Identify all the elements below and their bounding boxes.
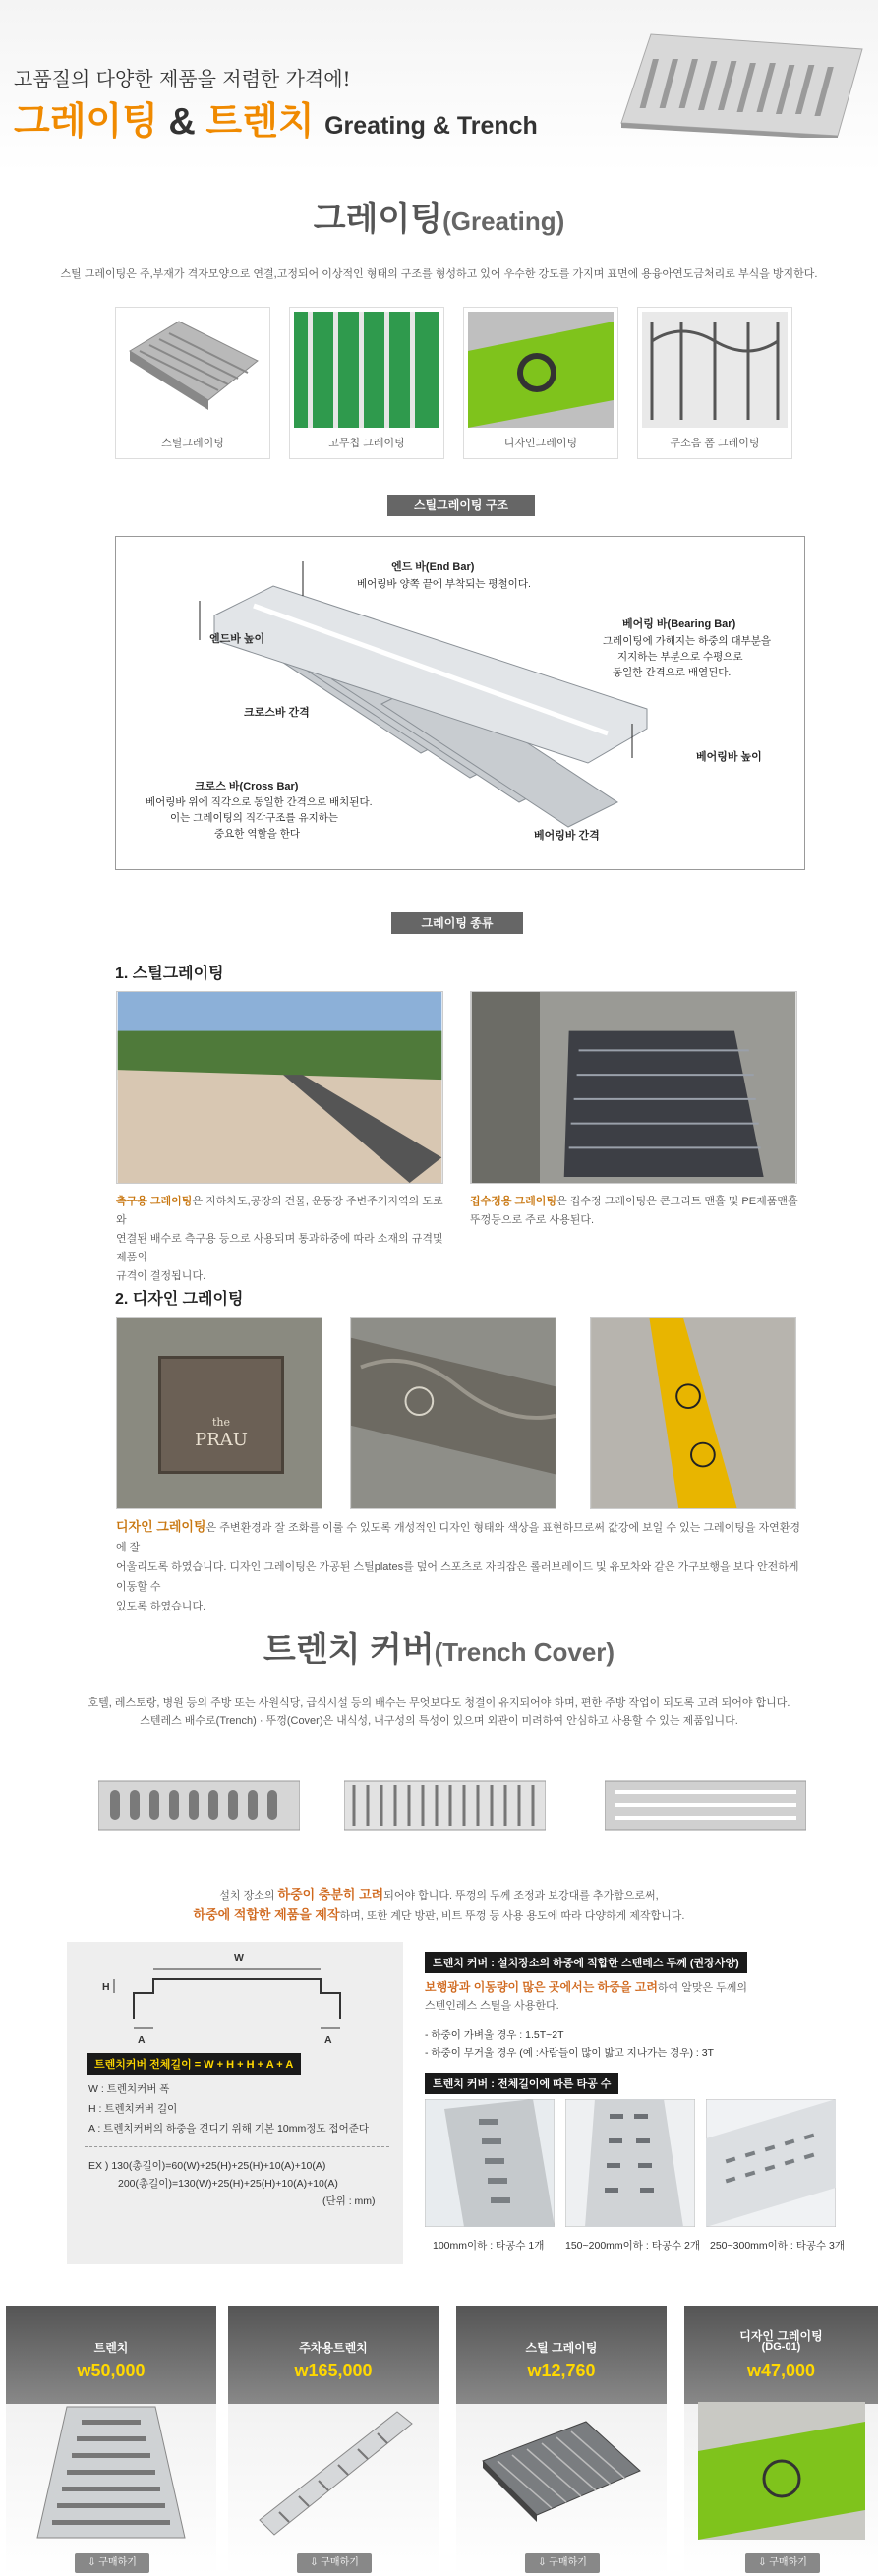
trench-cover-slot-image: [98, 1775, 300, 1836]
cross-bar-desc-1: 베어링바 위에 직각으로 동일한 간격으로 배치된다.: [146, 796, 373, 808]
product-name-sub: (DG-01): [761, 2341, 801, 2353]
thumb-caption: 무소음 폼 그레이팅: [670, 438, 760, 449]
gutter-grating-highlight: 측구용 그레이팅: [116, 1196, 193, 1207]
gutter-grating-photo: [116, 991, 443, 1184]
sample-2-holes-image: [565, 2099, 695, 2227]
bearing-bar-title: 베어링 바(Bearing Bar): [622, 618, 736, 630]
sample-3-caption: 250~300mm이하 : 타공수 3개: [710, 2240, 846, 2252]
length-bar: 트렌치 커버 : 전체길이에 따른 타공 수: [425, 2073, 618, 2094]
product-steel-grating-image: [478, 2402, 645, 2540]
design-grating-text: 디자인 그레이팅은 주변환경과 잘 조화를 이룰 수 있도록 개성적인 디자인 형태와 색상을 표현하므로써 값강에 보일 수 있는 그레이팅을 자연환경에 잘 어울리도록 하였습니다. 디자인 그레이팅은 가공된 스틸plates를 덮어 스포츠로 자리잡은 롤러브레이드 및 유모차와 같은 가구보행을 보다 안전하게 이동할 수 있도록 하였습니다.: [116, 1519, 801, 1612]
header-title-trench: 트렌치: [205, 101, 315, 143]
trench-cover-bar-image: [344, 1775, 546, 1836]
dim-w-label: W: [234, 1952, 244, 1963]
design-grating-image: [468, 312, 614, 428]
thickness-bar: 트렌치 커버 : 설치장소의 하중에 적합한 스텐레스 두께 (권장사양): [425, 1952, 747, 1973]
design-grating-photo-3: [590, 1317, 796, 1509]
product-parking-trench-image: [250, 2402, 417, 2540]
bearing-bar-spacing-label: 베어링바 간격: [534, 830, 600, 842]
silent-foam-grating-image: [642, 312, 788, 428]
grating-title-sub: (Greating): [442, 206, 565, 236]
example-1: EX ) 130(총길이)=60(W)+25(H)+25(H)+10(A)+10(A): [88, 2160, 326, 2172]
trench-formula: 트렌치커버 전체길이 = W + H + H + A + A: [87, 2053, 301, 2075]
cross-bar-spacing-label: 크로스바 간격: [244, 707, 310, 719]
product-card-design-grating[interactable]: [684, 2306, 878, 2576]
spec-divider: [85, 2146, 389, 2147]
thickness-text: 보행광과 이동량이 많은 곳에서는 하중을 고려하여 알맞은 두께의 스텐인레스 스틸을 사용한다.: [425, 1980, 748, 2012]
page-header: [0, 0, 878, 172]
gutter-grating-text: 측구용 그레이팅은 지하차도,공장의 건물, 운동장 주변주거지역의 도로와 연결된 배수로 측구용 등으로 사용되며 통과하중에 따라 소재의 규격및 제품의 규격이 결정됩니다.: [116, 1196, 443, 1282]
product-card-steel-grating[interactable]: [456, 2306, 667, 2576]
example-2: 200(총길이)=130(W)+25(H)+25(H)+10(A)+10(A): [118, 2178, 338, 2190]
grating-section-title: [0, 192, 878, 240]
structure-label: 스틸그레이팅 구조: [387, 495, 535, 516]
dim-h-label: H: [102, 1981, 110, 1993]
header-title-grating: 그레이팅: [14, 101, 158, 143]
trench-cover-perforated-image: [605, 1775, 806, 1836]
legend-a: A : 트렌치커버의 하중을 견디기 위해 기본 10mm정도 접어준다: [88, 2123, 369, 2135]
thickness-light: - 하중이 가벼울 경우 : 1.5T~2T: [425, 2029, 564, 2041]
design-grating-highlight: 디자인 그레이팅: [116, 1519, 206, 1534]
product-card-trench[interactable]: [6, 2306, 216, 2576]
steel-grating-structure-diagram: [115, 536, 805, 870]
end-bar-height-label: 엔드바 높이: [209, 633, 265, 645]
product-price: w12,760: [527, 2361, 596, 2380]
product-design-grating-image: [698, 2402, 865, 2540]
thickness-heavy: - 하중이 무거울 경우 (예 :사람들이 많이 밟고 지나가는 경우) : 3T: [425, 2047, 714, 2059]
bearing-bar-desc-2: 지지하는 부분으로 수평으로: [617, 651, 743, 663]
thumb-caption: 스틸그레이팅: [161, 438, 224, 449]
bearing-bar-desc-1: 그레이팅에 가해지는 하중의 대부분을: [603, 635, 772, 647]
product-trench-image: [28, 2402, 195, 2540]
steel-grating-image: [120, 312, 265, 428]
buy-button[interactable]: ⇩ 구매하기: [297, 2553, 372, 2573]
trench-title: 트렌치 커버: [263, 1631, 435, 1669]
product-name: 스틸 그레이팅: [525, 2341, 598, 2355]
cross-bar-desc-3: 중요한 역할을 한다: [214, 828, 300, 840]
prau-plate: the PRAU: [158, 1356, 284, 1474]
dim-a-label-right: A: [324, 2034, 332, 2046]
steel-grating-heading: 1. 스틸그레이팅: [115, 966, 224, 982]
header-title-amp: &: [157, 101, 206, 143]
thumb-caption: 디자인그레이팅: [503, 438, 578, 449]
bearing-bar-height-label: 베어링바 높이: [696, 751, 762, 763]
sample-1-caption: 100mm이하 : 타공수 1개: [433, 2240, 545, 2252]
bearing-bar-desc-3: 동일한 간격으로 배열된다.: [613, 667, 732, 678]
catch-basin-grating-highlight: 집수정용 그레이팅: [470, 1196, 557, 1207]
header-title: [14, 90, 538, 145]
buy-button[interactable]: ⇩ 구매하기: [75, 2553, 149, 2573]
header-tagline: 고품질의 다양한 제품을 저렴한 가격에!: [14, 67, 351, 90]
design-grating-heading: 2. 디자인 그레이팅: [115, 1291, 244, 1308]
cross-bar-desc-2: 이는 그레이팅의 직각구조를 유지하는: [170, 812, 339, 824]
end-bar-title: 엔드 바(End Bar): [391, 561, 475, 573]
sample-2-caption: 150~200mm이하 : 타공수 2개: [565, 2240, 701, 2252]
design-grating-photo-1: [116, 1317, 322, 1509]
buy-button[interactable]: ⇩ 구매하기: [525, 2553, 600, 2573]
end-bar-desc: 베어링바 양쪽 끝에 부착되는 평철이다.: [357, 578, 531, 590]
thumb-rubber-chip-grating[interactable]: [289, 307, 444, 459]
thumb-silent-foam-grating[interactable]: [637, 307, 792, 459]
cross-bar-title: 크로스 바(Cross Bar): [195, 781, 299, 792]
legend-h: H : 트렌치커버 길이: [88, 2103, 178, 2115]
thumb-caption: 고무칩 그레이팅: [328, 438, 405, 449]
trench-spec-box: [67, 1942, 403, 2264]
grating-title: 그레이팅: [313, 201, 443, 238]
legend-w: W : 트렌치커버 폭: [88, 2083, 170, 2095]
sample-1-hole-image: [425, 2099, 555, 2227]
trench-title-sub: (Trench Cover): [434, 1637, 615, 1667]
product-card-parking-trench[interactable]: [228, 2306, 439, 2576]
buy-button[interactable]: ⇩ 구매하기: [745, 2553, 820, 2573]
unit-label: (단위 : mm): [322, 2195, 376, 2207]
trench-section-title: [0, 1622, 878, 1670]
grating-description: 스틸 그레이팅은 주,부재가 격자모양으로 연결,고정되어 이상적인 형태의 구조를 형성하고 있어 우수한 강도를 가지며 표면에 용융아연도금처리로 부식을 방지한다.: [60, 268, 818, 280]
header-trench-plate-image: [602, 29, 867, 138]
catch-basin-grating-text: 집수정용 그레이팅은 집수정 그레이팅은 콘크리트 맨홀 및 PE제품맨홀 뚜껑등으로 주로 사용된다.: [470, 1196, 798, 1226]
trench-description: 호텔, 레스토랑, 병원 등의 주방 또는 사원식당, 급식시설 등의 배수는 무엇보다도 청결이 유지되어야 하며, 편한 주방 작업이 되도록 고려 되어야 합니다. 스텐레스 배수로(Trench) · 뚜껑(Cover)은 내식성, 내구성의 특성이 있으며 외관이 미려하여 안심하고 사용할 수 있는 제품입니다.: [88, 1697, 790, 1727]
catch-basin-grating-photo: [470, 991, 797, 1184]
product-name: 트렌치: [93, 2341, 129, 2355]
thumb-steel-grating[interactable]: [115, 307, 270, 459]
thumb-design-grating[interactable]: [463, 307, 618, 459]
product-price: w165,000: [294, 2361, 373, 2380]
product-price: w50,000: [77, 2361, 146, 2380]
header-title-en: Greating & Trench: [324, 112, 538, 140]
product-name: 주차용트렌치: [299, 2341, 368, 2355]
product-name: 디자인 그레이팅: [739, 2329, 823, 2343]
trench-dimension-diagram: [85, 1960, 380, 2048]
product-price: w47,000: [746, 2361, 816, 2380]
types-label: 그레이팅 종류: [391, 912, 523, 934]
sample-3-holes-image: [706, 2099, 836, 2227]
rubber-chip-grating-image: [294, 312, 439, 428]
design-grating-photo-2: [350, 1317, 556, 1509]
trench-note: 설치 장소의 하중이 충분히 고려되어야 합니다. 뚜껑의 두께 조정과 보강대를 추가함으로써, 하중에 적합한 제품을 제작하며, 또한 계단 방판, 비트 뚜껑 등 사용 용도에 따라 다양하게 제작합니다.: [193, 1887, 685, 1922]
dim-a-label-left: A: [138, 2034, 146, 2046]
